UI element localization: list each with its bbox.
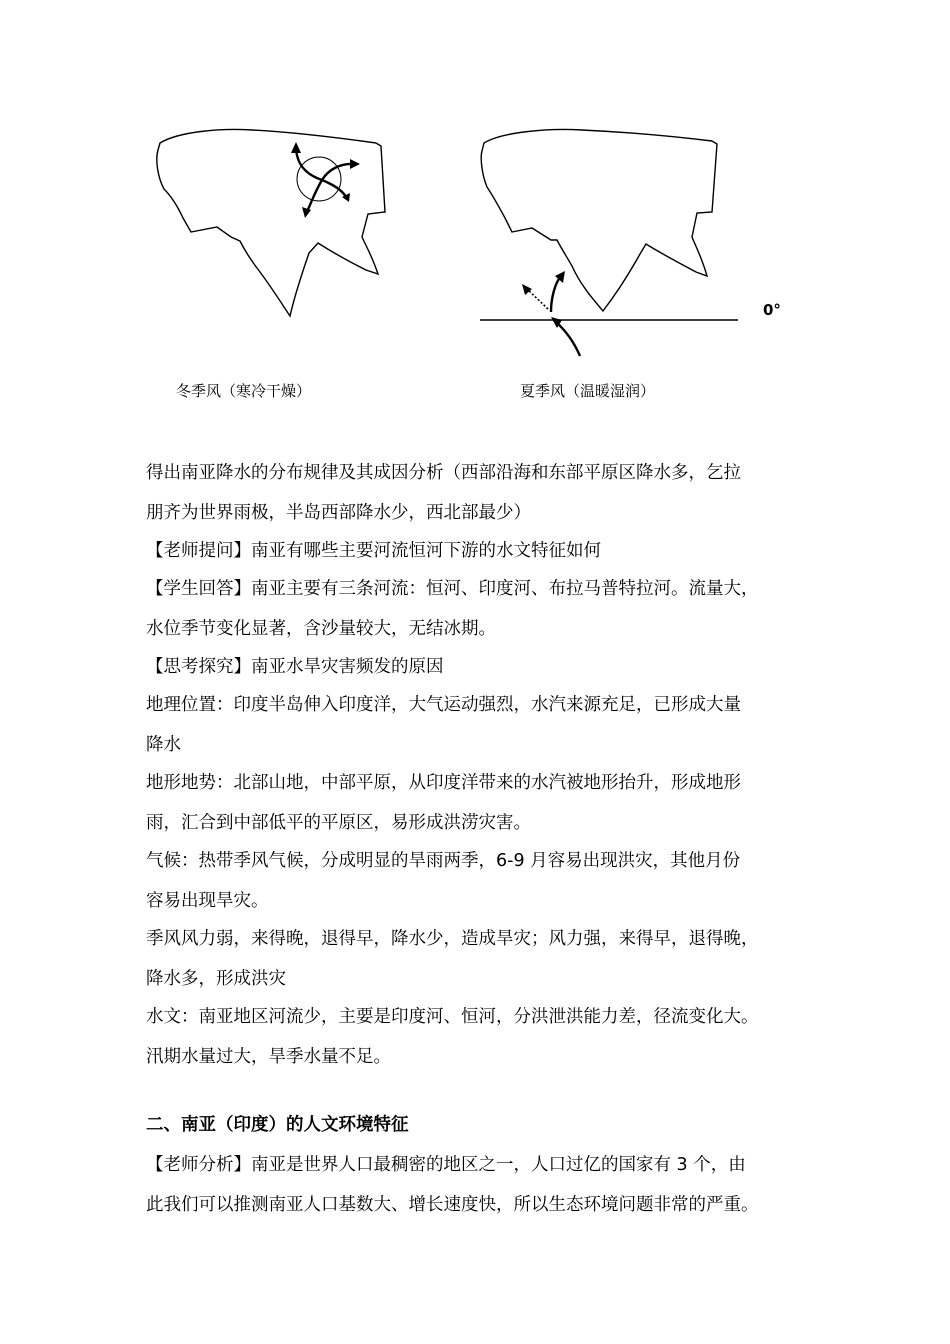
paragraph-line: 水文：南亚地区河流少，主要是印度河、恒河，分洪泄洪能力差，径流变化大。 — [146, 1007, 759, 1027]
section-heading: 二、南亚（印度）的人文环境特征 — [146, 1115, 409, 1135]
paragraph-line: 水位季节变化显著，含沙量较大，无结冰期。 — [146, 619, 496, 639]
summer-monsoon-caption: 夏季风（温暖湿润） — [520, 382, 656, 400]
paragraph-line: 【学生回答】南亚主要有三条河流：恒河、印度河、布拉马普特拉河。流量大， — [146, 579, 759, 599]
paragraph-line: 地形地势：北部山地，中部平原，从印度洋带来的水汽被地形抬升，形成地形 — [146, 773, 741, 793]
winter-monsoon-map — [140, 120, 400, 330]
equator-label: 0° — [763, 301, 781, 319]
paragraph-line: 【老师分析】南亚是世界人口最稠密的地区之一，人口过亿的国家有 3 个，由 — [146, 1155, 746, 1175]
paragraph-line: 得出南亚降水的分布规律及其成因分析（西部沿海和东部平原区降水多，乞拉 — [146, 463, 741, 483]
south-asia-outline-winter — [157, 130, 385, 316]
summer-monsoon-map — [470, 120, 750, 365]
dotted-wind-arrow — [527, 289, 548, 309]
paragraph-line: 气候：热带季风气候，分成明显的旱雨两季，6-9 月容易出现洪灾，其他月份 — [146, 851, 741, 871]
paragraph-line: 【思考探究】南亚水旱灾害频发的原因 — [146, 657, 444, 677]
paragraph-line: 此我们可以推测南亚人口基数大、增长速度快，所以生态环境问题非常的严重。 — [146, 1195, 759, 1215]
south-asia-outline-summer — [481, 130, 717, 311]
paragraph-line: 汛期水量过大，旱季水量不足。 — [146, 1047, 391, 1067]
sw-monsoon-arrow — [551, 276, 561, 312]
paragraph-line: 容易出现旱灾。 — [146, 891, 269, 911]
paragraph-line: 季风风力弱，来得晚，退得早，降水少，造成旱灾；风力强，来得早，退得晚， — [146, 929, 759, 949]
paragraph-line: 地理位置：印度半岛伸入印度洋，大气运动强烈，水汽来源充足，已形成大量 — [146, 695, 741, 715]
paragraph-line: 雨，汇合到中部低平的平原区，易形成洪涝灾害。 — [146, 813, 531, 833]
paragraph-line: 【老师提问】南亚有哪些主要河流恒河下游的水文特征如何 — [146, 541, 601, 561]
winter-monsoon-caption: 冬季风（寒冷干燥） — [176, 382, 312, 400]
se-trade-wind-arrow — [556, 322, 580, 356]
paragraph-line: 降水多，形成洪灾 — [146, 969, 286, 989]
wind-arrow-east — [322, 164, 354, 180]
paragraph-line: 降水 — [146, 735, 181, 755]
wind-arrow-southwest — [307, 180, 322, 212]
paragraph-line: 朋齐为世界雨极，半岛西部降水少，西北部最少） — [146, 503, 531, 523]
